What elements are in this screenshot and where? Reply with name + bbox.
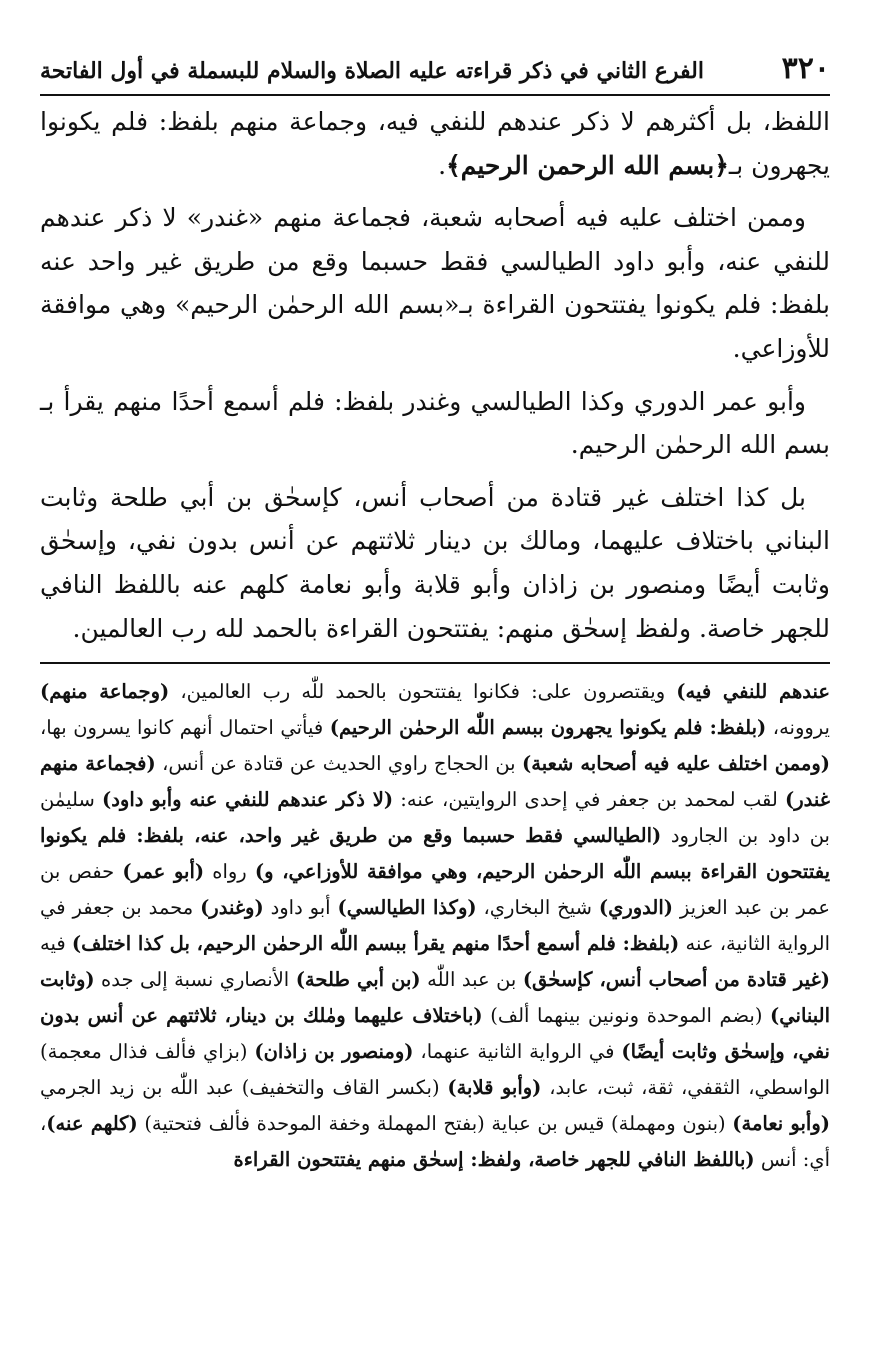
commentary-text: أبو داود	[263, 896, 338, 920]
commentary-quote: (بلفظ: فلم أسمع أحدًا منهم يقرأ ببسم اللّٰه الرحمٰن الرحيم، بل كذا اختلف)	[71, 932, 680, 956]
commentary-text: حفص بن عمر بن عبد العزيز	[40, 860, 831, 920]
commentary-text: الأنصاري نسبة إلى جده	[94, 968, 296, 992]
commentary-quote: (وممن اختلف عليه فيه أصحابه شعبة)	[522, 752, 830, 776]
commentary-text: في الرواية الثانية عنهما،	[413, 1040, 622, 1064]
commentary-text: (بكسر القاف والتخفيف) عبد اللّٰه بن زيد الجرمي	[40, 1076, 448, 1100]
commentary-quote: (وثابت البناني)	[40, 968, 831, 1028]
commentary-quote: (لا ذكر عندهم للنفي عنه وأبو داود)	[102, 788, 394, 812]
commentary-text: شيخ البخاري،	[476, 896, 599, 920]
commentary-quote: (بن أبي طلحة)	[295, 968, 421, 992]
commentary-quote: (كلهم عنه)	[46, 1112, 138, 1136]
commentary-text: بن الحجاج راوي الحديث عن قتادة عن أنس،	[155, 752, 523, 776]
main-paragraph-3: وأبو عمر الدوري وكذا الطيالسي وغندر بلفظ: فلم أسمع أحدًا منهم يقرأ بـ بسم الله الرحمٰن الرحيم.	[40, 386, 830, 460]
basmala-quote: ﴿بسم الله الرحمن الرحيم﴾	[446, 150, 729, 180]
main-paragraph-1	[40, 100, 830, 187]
commentary-text: رواه	[204, 860, 255, 884]
commentary-quote: (الدوري)	[598, 896, 674, 920]
commentary-quote: (باختلاف عليهما ومٰلك بن دينار، ثلاثتهم عن أنس بدون نفي، وإسحٰق وثابت أيضًا)	[40, 1004, 830, 1064]
commentary-quote: (وغندر)	[200, 896, 264, 920]
main-text	[40, 100, 830, 650]
commentary-paragraph	[40, 674, 830, 1178]
commentary-quote: (الطيالسي فقط حسبما وقع من طريق غير واحد، عنه، بلفظ: فلم يكونوا يفتتحون القراءة ببسم اللّٰه الرحمٰن الرحيم، وهي موافقة للأوزاعي، و)	[40, 824, 830, 884]
commentary-quote: (وأبو قلابة)	[447, 1076, 542, 1100]
commentary-separator	[40, 662, 830, 664]
commentary-text: لقب لمحمد بن جعفر في إحدى الروايتين، عنه:	[393, 788, 786, 812]
commentary-quote: (وأبو نعامة)	[732, 1112, 830, 1136]
commentary-quote: (ومنصور بن زاذان)	[254, 1040, 414, 1064]
commentary-text: فيأتي احتمال أنهم كانوا يسرون بها،	[40, 716, 330, 740]
page-number: ٣٢٠	[781, 51, 830, 86]
commentary-text: محمد بن جعفر في الرواية الثانية، عنه	[40, 896, 830, 956]
commentary-text: ويقتصرون على: فكانوا يفتتحون بالحمد للّٰه رب العالمين،	[169, 680, 677, 704]
commentary-quote: (باللفظ النافي للجهر خاصة، ولفظ: إسحٰق منهم يفتتحون القراءة	[233, 1148, 755, 1172]
commentary-text: فيه	[40, 932, 72, 956]
commentary-quote: (وجماعة منهم)	[40, 680, 170, 704]
commentary-text: ، أي: أنس	[40, 1112, 830, 1172]
main-paragraph-4: بل كذا اختلف غير قتادة من أصحاب أنس، كإسحٰق بن أبي طلحة وثابت البناني باختلاف عليهما، ومالك بن دينار ثلاثتهم عن أنس بدون نفي، وإسحٰق وثابت أيضًا ومنصور بن زاذان وأبو قلابة وأبو نعامة كلهم عنه باللفظ النافي للجهر خاصة. ولفظ إسحٰق منهم: يفتتحون القراءة بالحمد لله رب العالمين.	[40, 482, 830, 643]
commentary	[40, 674, 830, 1178]
commentary-text: (بنون ومهملة) قيس بن عباية (بفتح المهملة وخفة الموحدة فألف فتحتية)	[137, 1112, 733, 1136]
book-page	[40, 44, 830, 1178]
commentary-quote: (وكذا الطيالسي)	[337, 896, 477, 920]
main-paragraph-2: وممن اختلف عليه فيه أصحابه شعبة، فجماعة منهم «غندر» لا ذكر عندهم للنفي عنه، وأبو داود الطيالسي فقط حسبما وقع من طريق غير واحد عنه بلفظ: فلم يكونوا يفتتحون القراءة بـ«بسم الله الرحمٰن الرحيم» وهي موافقة للأوزاعي.	[40, 203, 830, 363]
commentary-text: بن عبد اللّٰه	[420, 968, 523, 992]
commentary-text: يروونه،	[766, 716, 830, 740]
running-title: الفرع الثاني في ذكر قراءته عليه الصلاة والسلام للبسملة في أول الفاتحة	[40, 58, 704, 84]
commentary-quote: (أبو عمر)	[122, 860, 205, 884]
commentary-quote: عندهم للنفي فيه)	[676, 680, 830, 704]
main-p1-text: اللفظ، بل أكثرهم لا ذكر عندهم للنفي فيه، وجماعة منهم بلفظ: فلم يكونوا يجهرون بـ	[40, 107, 830, 180]
commentary-quote: (فجماعة منهم غندر)	[40, 752, 830, 812]
commentary-text: سليمٰن بن داود بن الجارود	[40, 788, 830, 848]
commentary-text: (بزاي فألف فذال معجمة) الواسطي، الثقفي، ثقة، ثبت، عابد،	[40, 1040, 830, 1100]
commentary-text: (بضم الموحدة ونونين بينهما ألف)	[482, 1004, 771, 1028]
commentary-quote: (بلفظ: فلم يكونوا يجهرون ببسم اللّٰه الرحمٰن الرحيم)	[329, 716, 767, 740]
page-header	[40, 44, 830, 94]
commentary-quote: (غير قتادة من أصحاب أنس، كإسحٰق)	[522, 968, 830, 992]
main-p1-end: .	[438, 150, 447, 180]
